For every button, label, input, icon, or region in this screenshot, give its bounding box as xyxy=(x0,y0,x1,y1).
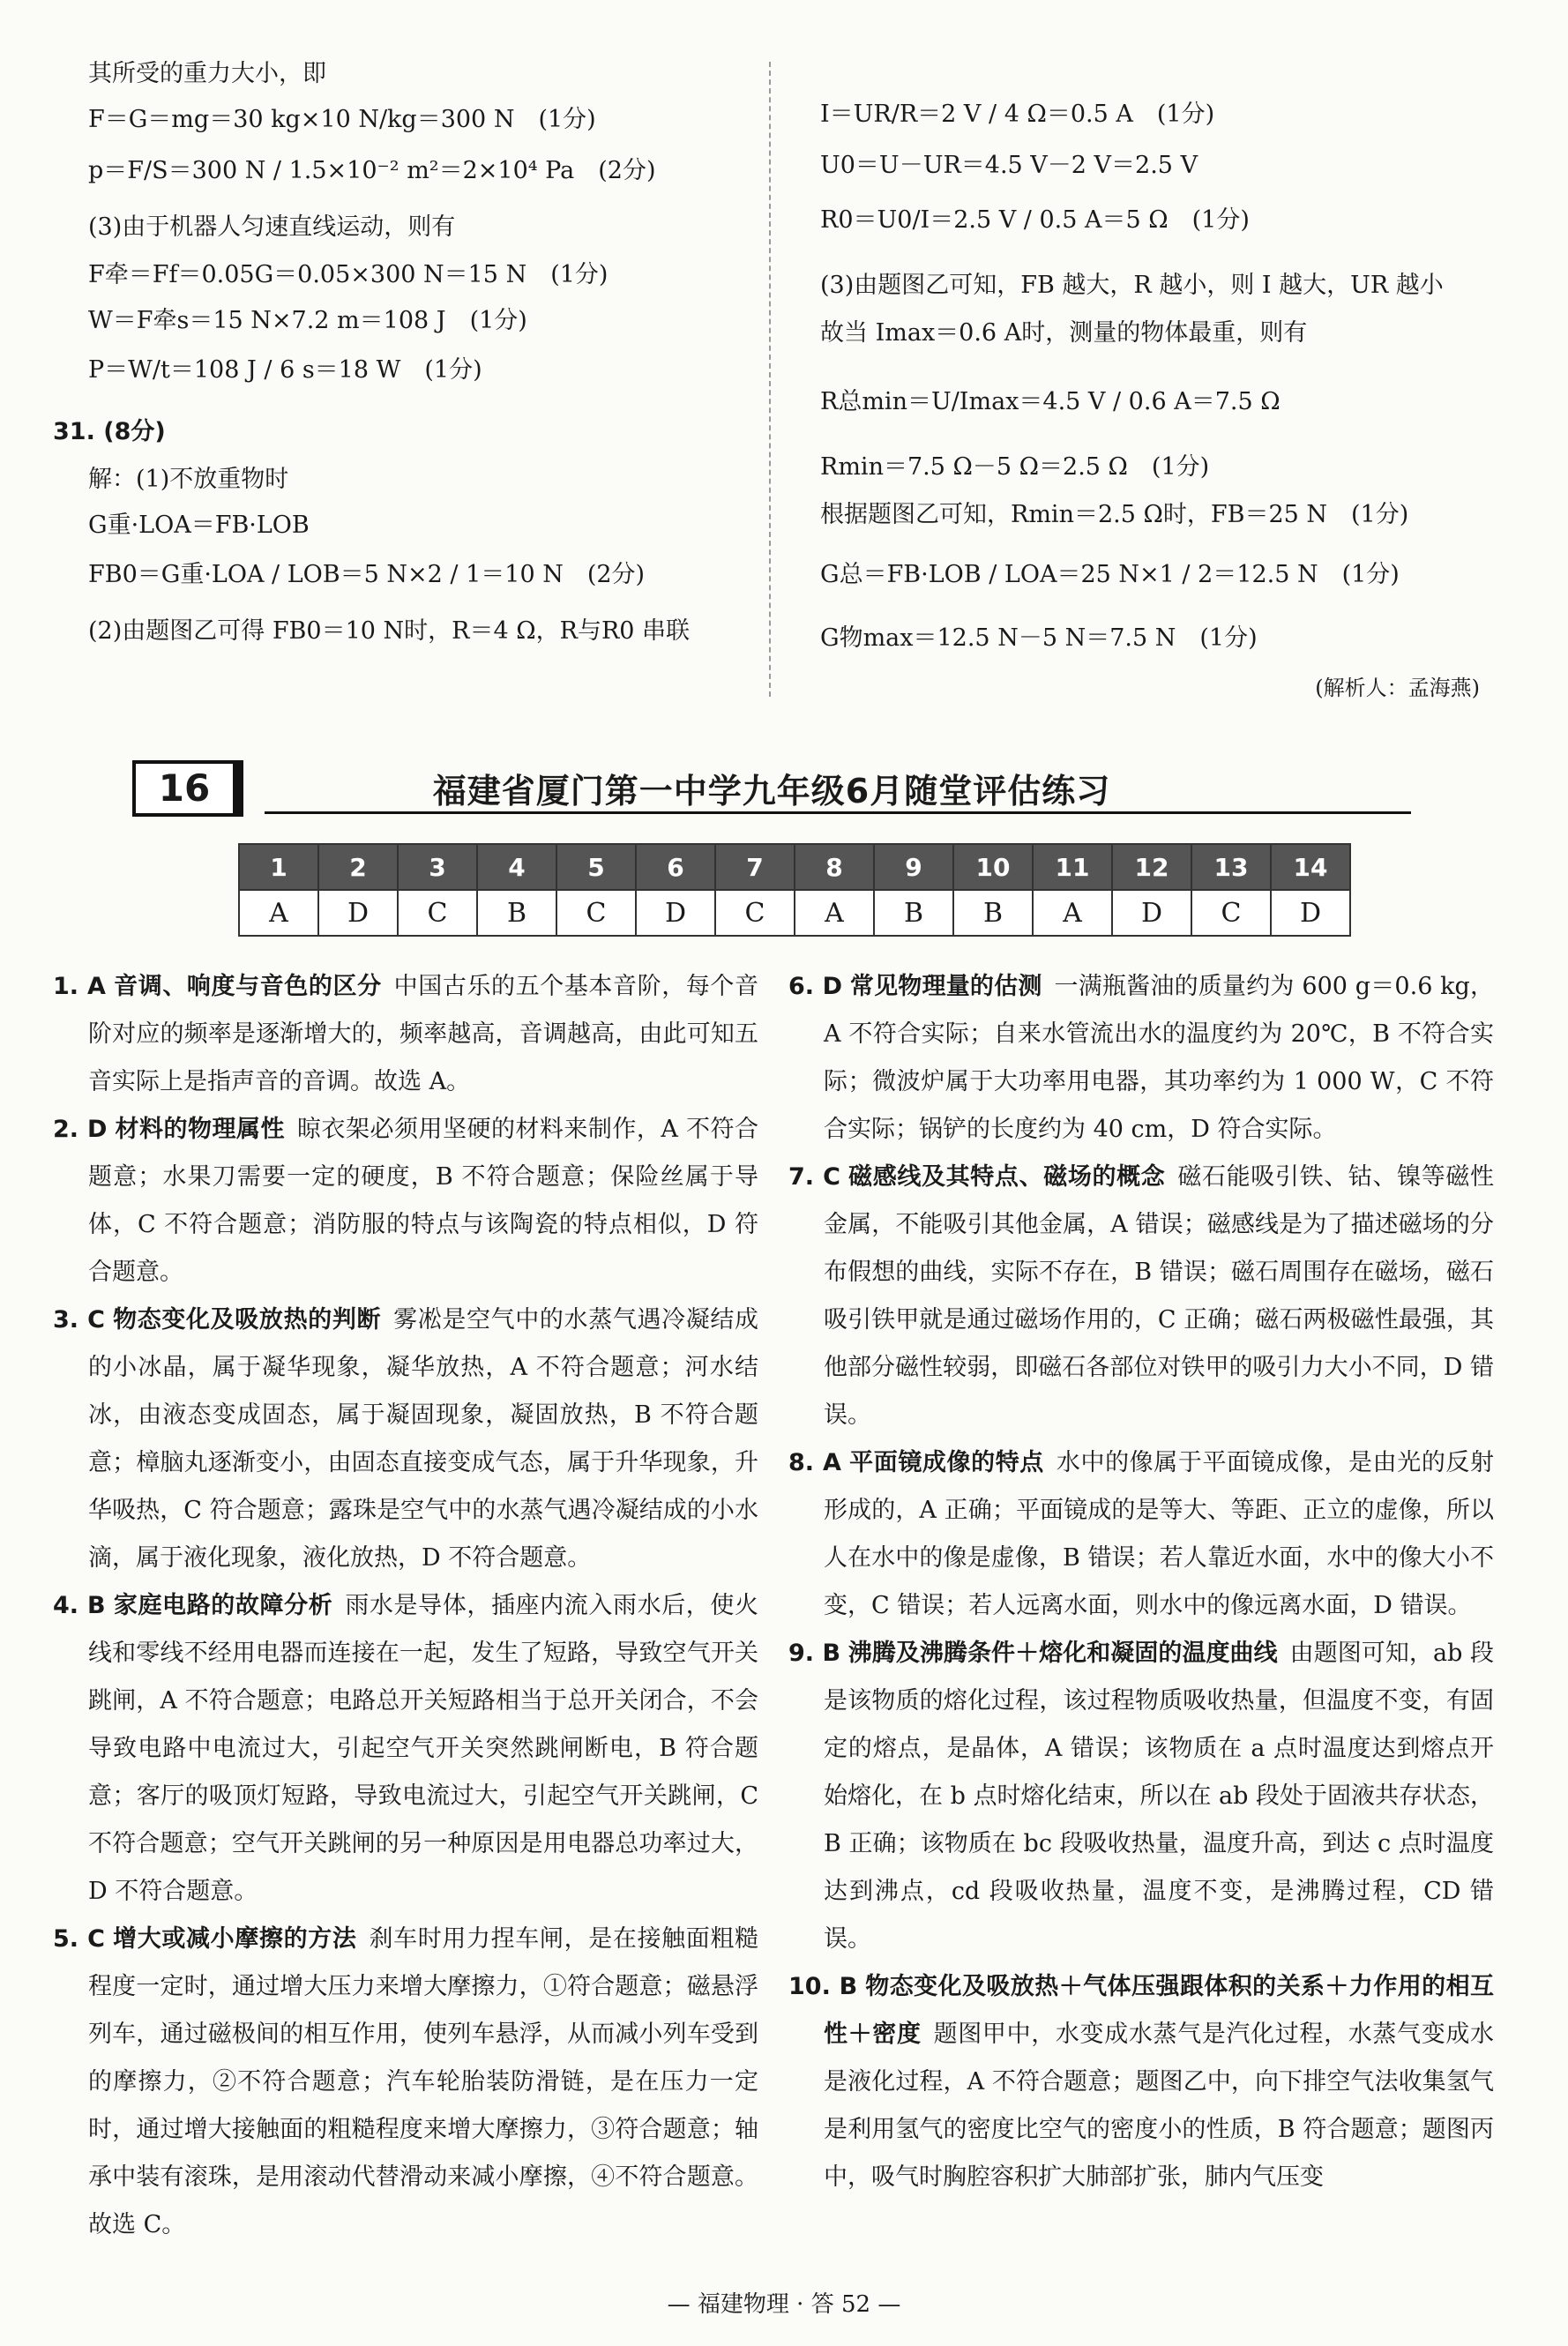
answer-explanation xyxy=(53,1106,758,1296)
knowledge-point: 沸腾及沸腾条件＋熔化和凝固的温度曲线 xyxy=(847,1640,1278,1667)
explanation-text: 中国古乐的五个基本音阶，每个音阶对应的频率是逐渐增大的，频率越高，音调越高，由此可知五音实际上是指声音的音调。故选 A。 xyxy=(88,973,759,1095)
answer-choice-cell: A xyxy=(239,890,318,936)
question-number: 3. C xyxy=(53,1306,105,1334)
explanation-text: 一满瓶酱油的质量约为 600 g＝0.6 kg，A 不符合实际；自来水管流出水的温度约为 20℃，B 不符合实际；微波炉属于大功率用电器，其功率约为 1 000 W，C 不符合实际；锅铲的长度约为 40 cm，D 符合实际。 xyxy=(824,973,1495,1143)
solution-line: FB0＝G重·LOA / LOB＝5 N×2 / 1＝10 N (2分) xyxy=(88,561,646,588)
answer-explanation xyxy=(788,1154,1494,1439)
answer-table-numbers xyxy=(239,844,1350,890)
solution-line: R总min＝U/Imax＝4.5 V / 0.6 A＝7.5 Ω xyxy=(820,388,1281,415)
answer-choice-cell: C xyxy=(556,890,636,936)
solution-line: (3)由题图乙可知，FB 越大，R 越小，则 I 越大，UR 越小 xyxy=(820,272,1444,299)
explanation-text: 磁石能吸引铁、钴、镍等磁性金属，不能吸引其他金属，A 错误；磁感线是为了描述磁场的分布假想的曲线，实际不存在，B 错误；磁石周围存在磁场，磁石吸引铁甲就是通过磁场作用的，C 正确；磁石两极磁性最强，其他部分磁性较弱，即磁石各部位对铁甲的吸引力大小不同，D 错误。 xyxy=(824,1163,1495,1429)
knowledge-point: 增大或减小摩擦的方法 xyxy=(113,1925,357,1953)
question-31-heading: 31. (8分) xyxy=(53,418,166,445)
knowledge-point: 材料的物理属性 xyxy=(115,1116,285,1143)
explanation-text: 题图甲中，水变成水蒸气是汽化过程，水蒸气变成水是液化过程，A 不符合题意；题图乙中，向下排空气法收集氢气是利用氢气的密度比空气的密度小的性质，B 符合题意；题图丙中，吸气时胸腔容积扩大肺部扩张，肺内气压变 xyxy=(824,2021,1495,2191)
answers-left-column xyxy=(53,963,758,2249)
section-number: 16 xyxy=(132,760,236,817)
knowledge-point: 常见物理量的估测 xyxy=(849,973,1042,1000)
answer-number-cell: 3 xyxy=(398,844,477,890)
answers-right-column xyxy=(788,963,1494,2201)
solution-line: (3)由于机器人匀速直线运动，则有 xyxy=(88,213,456,241)
answer-explanation xyxy=(788,1439,1494,1630)
answer-number-cell: 12 xyxy=(1112,844,1191,890)
solution-line: R0＝U0/I＝2.5 V / 0.5 A＝5 Ω (1分) xyxy=(820,206,1250,234)
analyst-credit: (解析人：孟海燕) xyxy=(1315,676,1480,700)
solution-line: 故当 Imax＝0.6 A时，测量的物体最重，则有 xyxy=(820,319,1308,347)
answer-explanation xyxy=(788,1963,1494,2201)
answer-choice-cell: A xyxy=(795,890,874,936)
knowledge-point: 音调、响度与音色的区分 xyxy=(114,973,382,1000)
answer-number-cell: 13 xyxy=(1191,844,1271,890)
answer-choice-cell: C xyxy=(1191,890,1271,936)
column-divider xyxy=(769,62,771,697)
solution-line: G物max＝12.5 N－5 N＝7.5 N (1分) xyxy=(820,624,1258,652)
answer-choice-cell: A xyxy=(1033,890,1112,936)
question-number: 4. B xyxy=(53,1592,106,1619)
section-rule xyxy=(265,811,1411,814)
answer-number-cell: 1 xyxy=(239,844,318,890)
answer-number-cell: 11 xyxy=(1033,844,1112,890)
question-number: 10. B xyxy=(788,1973,858,2000)
explanation-text: 由题图可知，ab 段是该物质的熔化过程，该过程物质吸收热量，但温度不变，有固定的熔点，是晶体，A 错误；该物质在 a 点时温度达到熔点开始熔化，在 b 点时熔化结束，所以在 ab 段处于固液共存状态，B 正确；该物质在 bc 段吸收热量，温度升高，到达 c 点时温度达到沸点，cd 段吸收热量，温度不变，是沸腾过程，CD 错误。 xyxy=(824,1640,1494,1953)
answer-choice-cell: C xyxy=(715,890,795,936)
answer-explanation xyxy=(53,1916,758,2249)
answer-number-cell: 5 xyxy=(556,844,636,890)
answer-explanation xyxy=(53,1582,758,1916)
solution-line: 其所受的重力大小，即 xyxy=(88,60,326,87)
explanation-text: 水中的像属于平面镜成像，是由光的反射形成的，A 正确；平面镜成的是等大、等距、正立的虚像，所以人在水中的像是虚像，B 错误；若人靠近水面，水中的像大小不变，C 错误；若人远离水面，则水中的像远离水面，D 错误。 xyxy=(824,1449,1495,1619)
answer-choice-cell: D xyxy=(318,890,398,936)
solution-line: 解：(1)不放重物时 xyxy=(88,466,289,493)
solution-line: G总＝FB·LOB / LOA＝25 N×1 / 2＝12.5 N (1分) xyxy=(820,561,1400,588)
knowledge-point: 磁感线及其特点、磁场的概念 xyxy=(848,1163,1166,1191)
solution-line: (2)由题图乙可得 FB0＝10 N时，R＝4 Ω，R与R0 串联 xyxy=(88,617,691,645)
answer-number-cell: 9 xyxy=(874,844,953,890)
question-number: 2. D xyxy=(53,1116,108,1143)
solution-line: F＝G＝mg＝30 kg×10 N/kg＝300 N (1分) xyxy=(88,106,596,133)
answer-number-cell: 4 xyxy=(477,844,556,890)
knowledge-point: 物态变化及吸放热＋气体压强跟体积的关系＋力作用的相互性＋密度 xyxy=(824,1973,1494,2048)
solution-line: P＝W/t＝108 J / 6 s＝18 W (1分) xyxy=(88,356,482,384)
solution-line: U0＝U－UR＝4.5 V－2 V＝2.5 V xyxy=(820,152,1198,179)
answer-choice-cell: B xyxy=(953,890,1033,936)
knowledge-point: 平面镜成像的特点 xyxy=(849,1449,1044,1476)
answer-number-cell: 14 xyxy=(1271,844,1350,890)
solution-line: p＝F/S＝300 N / 1.5×10⁻² m²＝2×10⁴ Pa (2分) xyxy=(88,157,656,184)
solution-line: Rmin＝7.5 Ω－5 Ω＝2.5 Ω (1分) xyxy=(820,453,1210,481)
previous-answer-continuation xyxy=(0,0,1568,706)
answer-choice-cell: B xyxy=(477,890,556,936)
explanation-text: 雾凇是空气中的水蒸气遇冷凝结成的小冰晶，属于凝华现象，凝华放热，A 不符合题意；河水结冰，由液态变成固态，属于凝固现象，凝固放热，B 不符合题意；樟脑丸逐渐变小，由固态直接变成气态，属于升华现象，升华吸热，C 符合题意；露珠是空气中的水蒸气遇冷凝结成的小水滴，属于液化现象，液化放热，D 不符合题意。 xyxy=(88,1306,758,1572)
question-number: 7. C xyxy=(788,1163,840,1191)
knowledge-point: 家庭电路的故障分析 xyxy=(113,1592,333,1619)
answer-choice-cell: D xyxy=(1271,890,1350,936)
page-footer: — 福建物理 · 答 52 — xyxy=(667,2291,901,2318)
question-number: 5. C xyxy=(53,1925,105,1953)
question-number: 9. B xyxy=(788,1640,841,1667)
answer-number-cell: 6 xyxy=(636,844,715,890)
solution-line: G重·LOA＝FB·LOB xyxy=(88,512,310,539)
answer-choice-cell: B xyxy=(874,890,953,936)
answer-number-cell: 10 xyxy=(953,844,1033,890)
question-number: 1. A xyxy=(53,973,106,1000)
answer-number-cell: 2 xyxy=(318,844,398,890)
answer-explanation xyxy=(53,1296,758,1582)
answer-table xyxy=(238,843,1351,937)
explanation-text: 晾衣架必须用坚硬的材料来制作，A 不符合题意；水果刀需要一定的硬度，B 不符合题意；保险丝属于导体，C 不符合题意；消防服的特点与该陶瓷的特点相似，D 符合题意。 xyxy=(88,1116,759,1286)
solution-line: F牵＝Ff＝0.05G＝0.05×300 N＝15 N (1分) xyxy=(88,261,609,288)
answer-explanation xyxy=(788,963,1494,1154)
answer-choice-cell: C xyxy=(398,890,477,936)
solution-line: W＝F牵s＝15 N×7.2 m＝108 J (1分) xyxy=(88,307,527,334)
answer-number-cell: 8 xyxy=(795,844,874,890)
section-bar xyxy=(235,760,243,817)
question-number: 8. A xyxy=(788,1449,841,1476)
solution-line: I＝UR/R＝2 V / 4 Ω＝0.5 A (1分) xyxy=(820,101,1215,128)
answer-table-answers xyxy=(239,890,1350,936)
answer-number-cell: 7 xyxy=(715,844,795,890)
section-title: 福建省厦门第一中学九年级6月随堂评估练习 xyxy=(432,772,1111,811)
explanation-text: 刹车时用力捏车闸，是在接触面粗糙程度一定时，通过增大压力来增大摩擦力，①符合题意；磁悬浮列车，通过磁极间的相互作用，使列车悬浮，从而减小列车受到的摩擦力，②不符合题意；汽车轮胎装防滑链，是在压力一定时，通过增大接触面的粗糙程度来增大摩擦力，③符合题意；轴承中装有滚珠，是用滚动代替滑动来减小摩擦，④不符合题意。故选 C。 xyxy=(88,1925,759,2238)
answer-explanation xyxy=(53,963,758,1106)
solution-line: 根据题图乙可知，Rmin＝2.5 Ω时，FB＝25 N (1分) xyxy=(820,501,1409,528)
answer-choice-cell: D xyxy=(1112,890,1191,936)
question-number: 6. D xyxy=(788,973,843,1000)
answer-choice-cell: D xyxy=(636,890,715,936)
answer-explanation xyxy=(788,1630,1494,1963)
explanation-text: 雨水是导体，插座内流入雨水后，使火线和零线不经用电器而连接在一起，发生了短路，导致空气开关跳闸，A 不符合题意；电路总开关短路相当于总开关闭合，不会导致电路中电流过大，引起空气开关突然跳闸断电，B 符合题意；客厅的吸顶灯短路，导致电流过大，引起空气开关跳闸，C 不符合题意；空气开关跳闸的另一种原因是用电器总功率过大，D 不符合题意。 xyxy=(88,1592,759,1905)
section-header xyxy=(132,760,1411,813)
knowledge-point: 物态变化及吸放热的判断 xyxy=(113,1306,382,1334)
